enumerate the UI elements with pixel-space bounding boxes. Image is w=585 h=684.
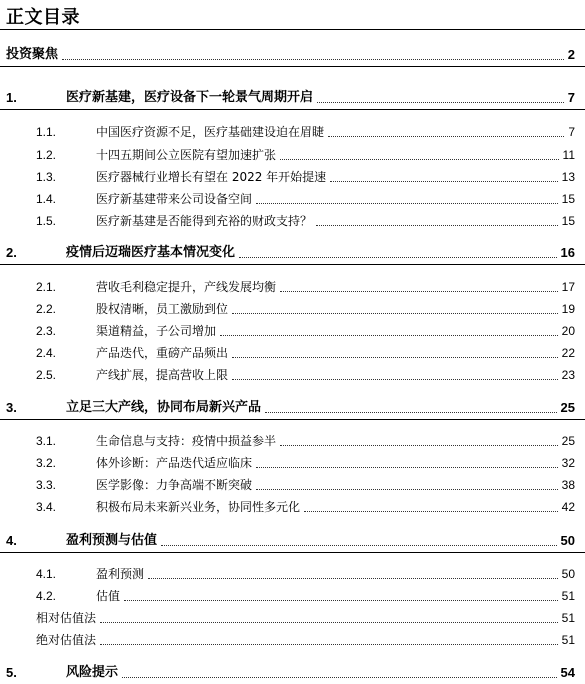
toc-dot-leader — [100, 644, 558, 645]
toc-entry-page-number: 50 — [561, 567, 575, 581]
section-divider — [0, 552, 585, 553]
toc-dot-leader — [239, 257, 557, 258]
toc-entry-title: 估值 — [96, 589, 121, 603]
toc-entry-title: 医疗新基建，医疗设备下一轮景气周期开启 — [66, 90, 314, 105]
toc-entry-number: 1.4. — [36, 192, 57, 206]
toc-title: 正文目录 — [6, 7, 80, 28]
toc-entry-number: 3.2. — [36, 456, 57, 470]
toc-entry[interactable] — [0, 320, 585, 342]
toc-entry-title: 盈利预测 — [96, 567, 145, 581]
toc-entry-number: 3. — [6, 400, 17, 415]
toc-entry-page-number: 51 — [561, 589, 575, 603]
toc-dot-leader — [122, 677, 557, 678]
toc-entry[interactable] — [0, 342, 585, 364]
toc-dot-leader — [256, 203, 558, 204]
toc-dot-leader — [265, 412, 557, 413]
section-divider — [0, 419, 585, 420]
toc-entry-page-number: 38 — [561, 478, 575, 492]
toc-entry-page-number: 15 — [561, 192, 575, 206]
toc-entry-page-number: 51 — [561, 633, 575, 647]
toc-entry-number: 1. — [6, 90, 17, 105]
toc-dot-leader — [232, 357, 558, 358]
toc-entry[interactable] — [0, 87, 585, 109]
toc-entry-title: 疫情后迈瑞医疗基本情况变化 — [66, 245, 236, 260]
toc-entry-page-number: 15 — [561, 214, 575, 228]
toc-dot-leader — [220, 335, 558, 336]
toc-entry-page-number: 11 — [562, 148, 575, 162]
toc-entry-number: 2.4. — [36, 346, 57, 360]
toc-entry[interactable] — [0, 474, 585, 496]
toc-entry-title: 投资聚焦 — [6, 47, 59, 62]
toc-entry-page-number: 50 — [560, 533, 575, 548]
toc-dot-leader — [148, 578, 558, 579]
toc-entry-page-number: 7 — [567, 90, 575, 105]
toc-entry-number: 2.3. — [36, 324, 57, 338]
toc-entry-page-number: 25 — [560, 400, 575, 415]
toc-entry[interactable] — [0, 585, 585, 607]
toc-entry-title: 立足三大产线，协同布局新兴产品 — [66, 400, 262, 415]
toc-entry-page-number: 16 — [560, 245, 575, 260]
toc-entry-title: 中国医疗资源不足，医疗基础建设迫在眉睫 — [96, 125, 325, 139]
toc-entry[interactable] — [0, 44, 585, 66]
toc-entry-title: 渠道精益，子公司增加 — [96, 324, 217, 338]
toc-entry-title: 营收毛利稳定提升，产线发展均衡 — [96, 280, 277, 294]
toc-entry-page-number: 51 — [561, 611, 575, 625]
toc-entry[interactable] — [0, 364, 585, 386]
toc-entry-number: 1.2. — [36, 148, 57, 162]
toc-dot-leader — [317, 102, 564, 103]
toc-entry-title: 风险提示 — [66, 665, 119, 680]
toc-dot-leader — [256, 467, 558, 468]
toc-entry-page-number: 22 — [561, 346, 575, 360]
toc-entry-title: 相对估值法 — [36, 611, 97, 625]
toc-dot-leader — [124, 600, 558, 601]
toc-entry-title: 积极布局未来新兴业务，协同性多元化 — [96, 500, 301, 514]
toc-entry-number: 4.1. — [36, 567, 57, 581]
toc-entry-title: 医学影像：力争高端不断突破 — [96, 478, 253, 492]
toc-entry-title: 绝对估值法 — [36, 633, 97, 647]
toc-entry-page-number: 13 — [561, 170, 575, 184]
toc-entry-number: 2.5. — [36, 368, 57, 382]
toc-entry-number: 3.1. — [36, 434, 57, 448]
toc-entry-page-number: 23 — [561, 368, 575, 382]
toc-entry-title: 医疗器械行业增长有望在 2022 年开始提速 — [96, 170, 327, 184]
toc-entry[interactable] — [0, 397, 585, 419]
toc-dot-leader — [256, 489, 558, 490]
toc-dot-leader — [62, 59, 564, 60]
toc-dot-leader — [328, 136, 564, 137]
toc-entry-title: 产线扩展，提高营收上限 — [96, 368, 229, 382]
toc-entry-number: 2.2. — [36, 302, 57, 316]
toc-entry[interactable] — [0, 276, 585, 298]
toc-entry[interactable] — [0, 496, 585, 518]
toc-entry-number: 4.2. — [36, 589, 57, 603]
toc-dot-leader — [232, 379, 558, 380]
toc-entry[interactable] — [0, 121, 585, 143]
toc-entry-page-number: 19 — [561, 302, 575, 316]
section-divider — [0, 66, 585, 67]
toc-entry[interactable] — [0, 430, 585, 452]
toc-entry[interactable] — [0, 530, 585, 552]
section-divider — [0, 109, 585, 110]
toc-entry-title: 体外诊断：产品迭代适应临床 — [96, 456, 253, 470]
section-divider — [0, 264, 585, 265]
toc-dot-leader — [280, 291, 558, 292]
toc-entry[interactable] — [0, 662, 585, 684]
toc-entry-page-number: 32 — [561, 456, 575, 470]
toc-entry[interactable] — [0, 166, 585, 188]
toc-entry-number: 3.4. — [36, 500, 57, 514]
toc-entry-page-number: 42 — [561, 500, 575, 514]
toc-entry-page-number: 17 — [561, 280, 575, 294]
toc-entry[interactable] — [0, 607, 585, 629]
toc-entry[interactable] — [0, 210, 585, 232]
toc-entry-title: 股权清晰，员工激励到位 — [96, 302, 229, 316]
toc-entry-title: 生命信息与支持：疫情中损益参半 — [96, 434, 277, 448]
toc-entry-page-number: 25 — [561, 434, 575, 448]
toc-entry-page-number: 54 — [560, 665, 575, 680]
toc-entry-page-number: 2 — [567, 47, 575, 62]
toc-dot-leader — [232, 313, 558, 314]
toc-entry-number: 2.1. — [36, 280, 57, 294]
toc-entry-number: 1.1. — [36, 125, 57, 139]
toc-entry-number: 1.5. — [36, 214, 57, 228]
toc-entry-number: 3.3. — [36, 478, 57, 492]
toc-entry-page-number: 7 — [568, 125, 575, 139]
toc-entry-title: 医疗新基建带来公司设备空间 — [96, 192, 253, 206]
toc-dot-leader — [330, 181, 558, 182]
toc-entry-title: 医疗新基建是否能得到充裕的财政支持？ — [96, 214, 313, 228]
toc-dot-leader — [100, 622, 558, 623]
toc-entry-title: 盈利预测与估值 — [66, 533, 158, 548]
toc-entry-title: 产品迭代，重磅产品频出 — [96, 346, 229, 360]
toc-dot-leader — [304, 511, 558, 512]
toc-dot-leader — [161, 545, 557, 546]
toc-entry-title: 十四五期间公立医院有望加速扩张 — [96, 148, 277, 162]
title-divider — [0, 29, 585, 30]
toc-entry[interactable] — [0, 242, 585, 264]
toc-entry-number: 2. — [6, 245, 17, 260]
toc-entry-number: 4. — [6, 533, 17, 548]
toc-entry[interactable] — [0, 298, 585, 320]
toc-dot-leader — [280, 445, 558, 446]
toc-entry[interactable] — [0, 144, 585, 166]
toc-dot-leader — [280, 159, 559, 160]
toc-entry-page-number: 20 — [561, 324, 575, 338]
toc-entry-number: 1.3. — [36, 170, 57, 184]
toc-entry[interactable] — [0, 563, 585, 585]
toc-entry[interactable] — [0, 452, 585, 474]
toc-entry[interactable] — [0, 188, 585, 210]
toc-dot-leader — [316, 225, 558, 226]
toc-entry[interactable] — [0, 629, 585, 651]
toc-entry-number: 5. — [6, 665, 17, 680]
